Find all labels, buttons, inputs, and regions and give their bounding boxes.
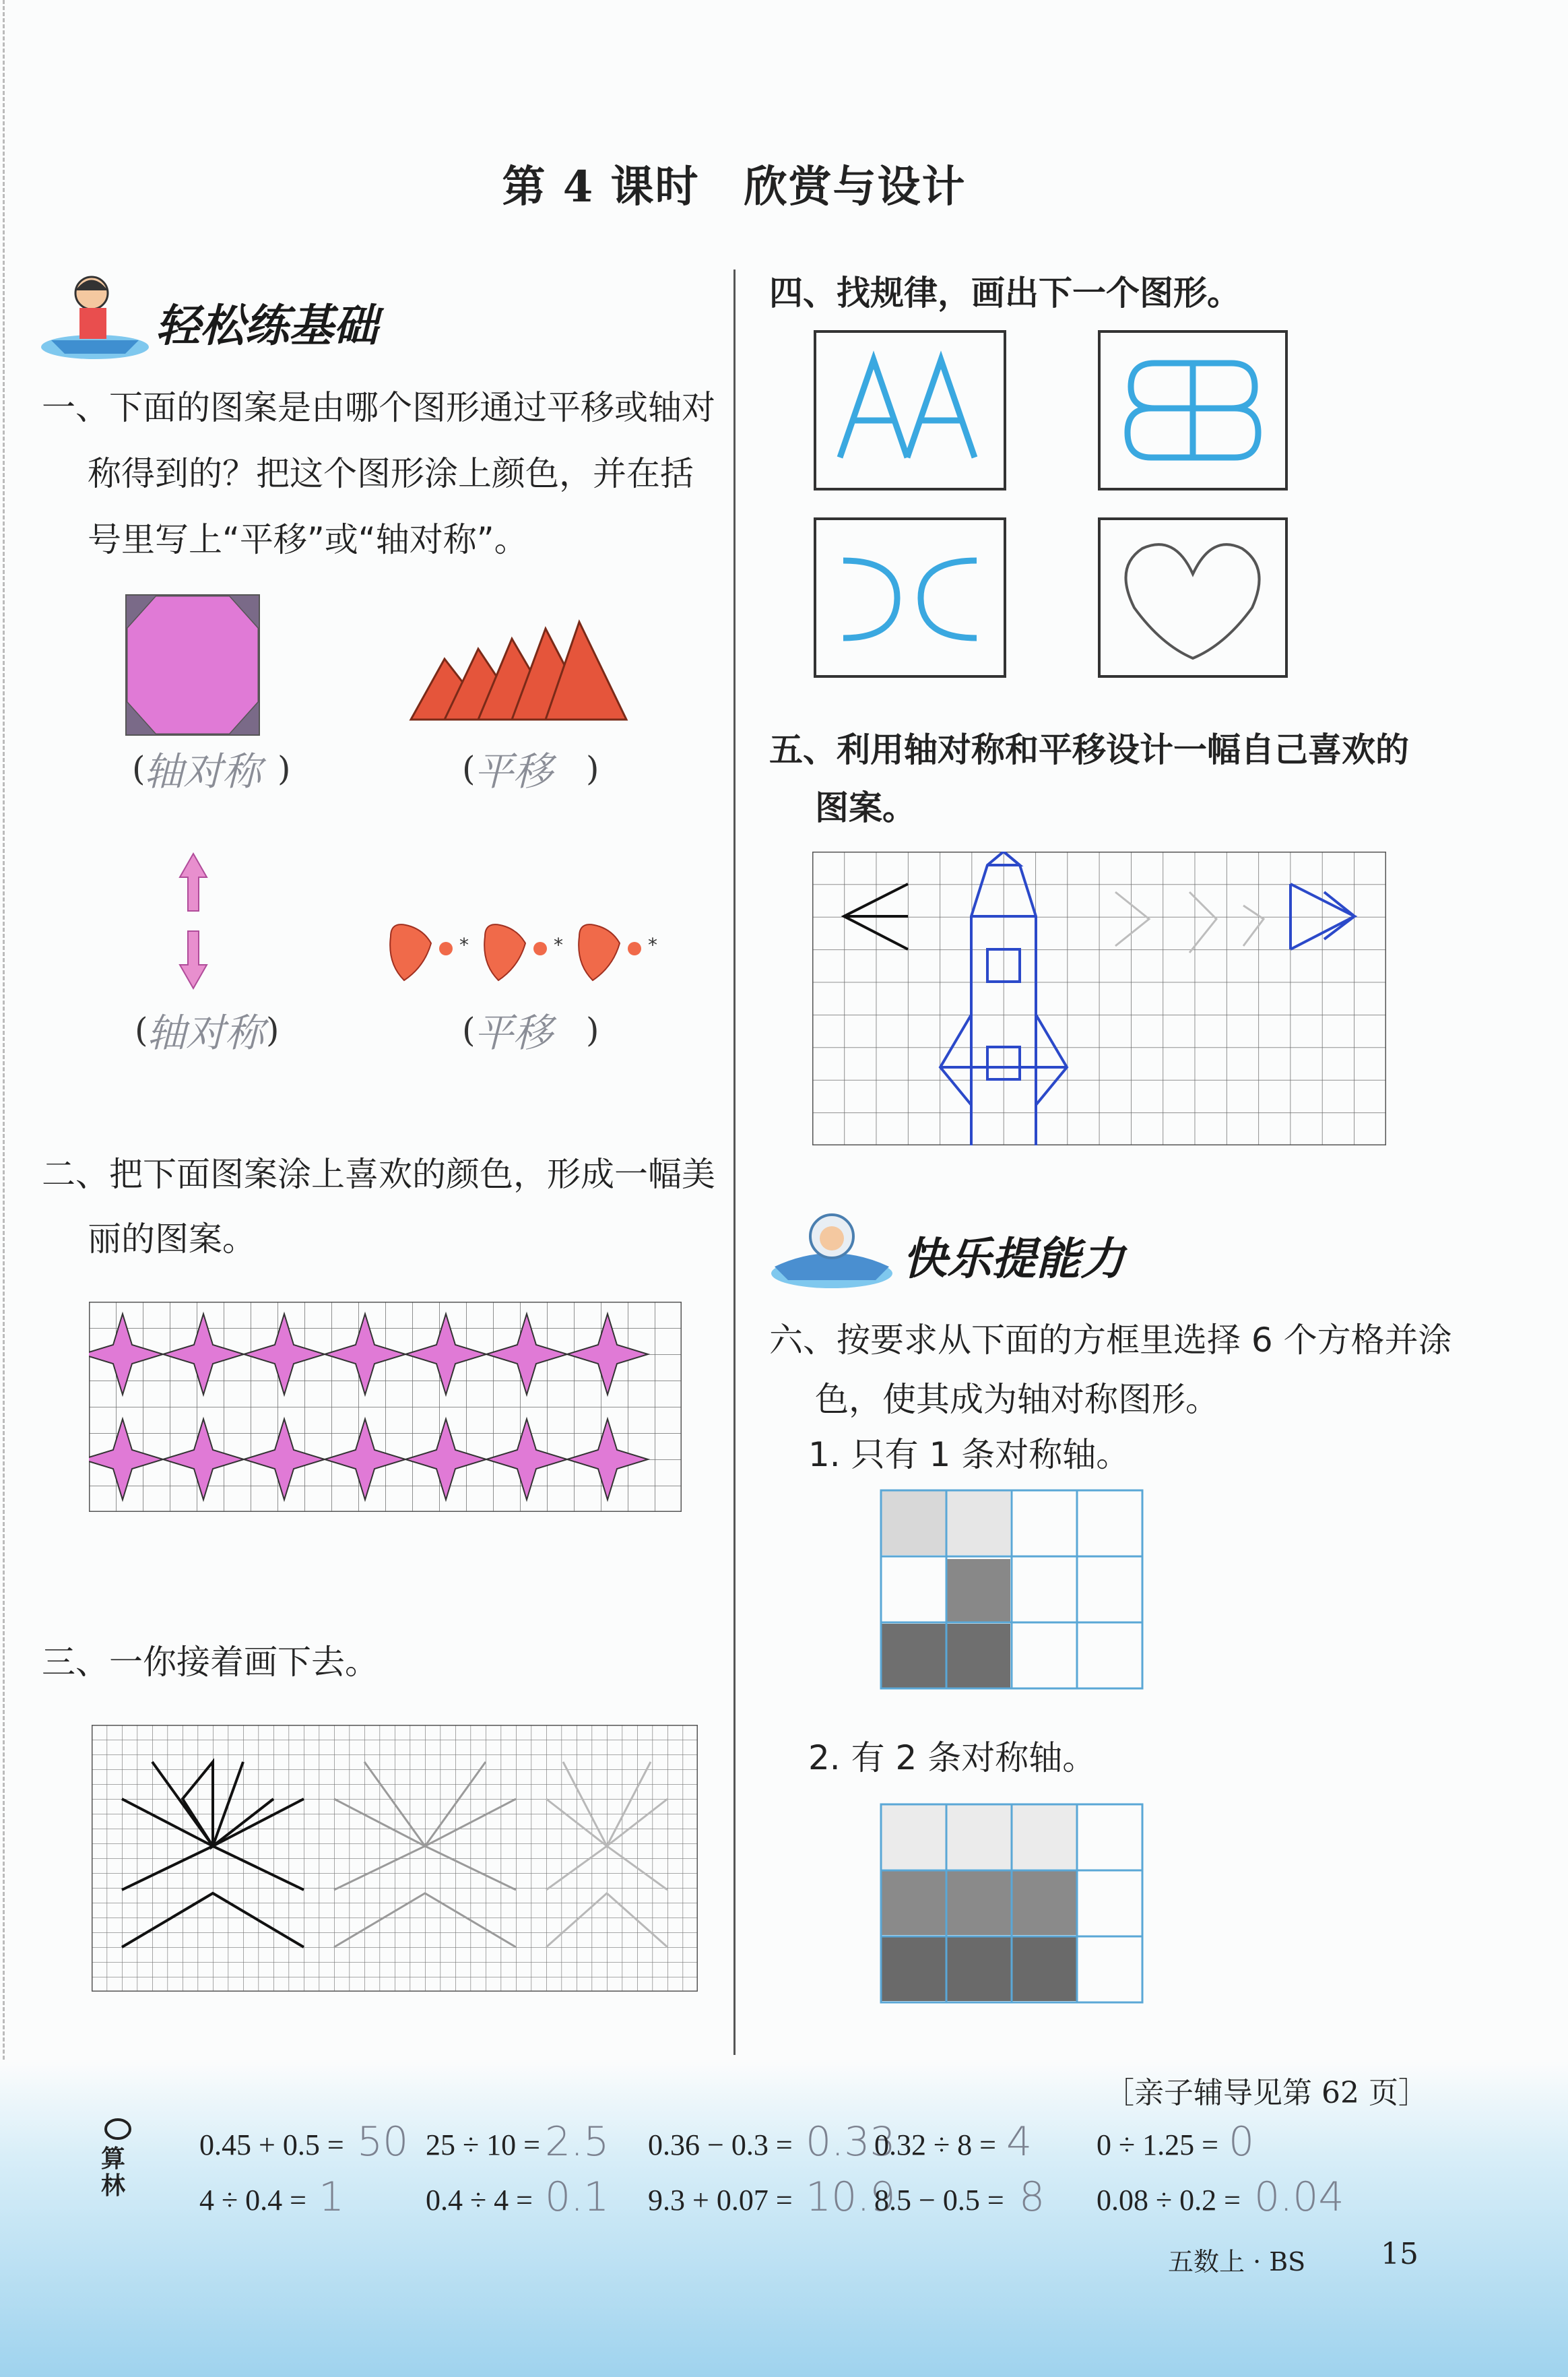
calc-answer: 0.33	[806, 2118, 896, 2165]
letters-bb-icon	[1101, 333, 1285, 488]
q1-answer-1-paren: (	[132, 749, 145, 788]
binding-line	[3, 0, 6, 2223]
svg-text:*: *	[648, 934, 657, 956]
q6-line1: 六、按要求从下面的方框里选择 6 个方格并涂	[769, 1321, 1452, 1360]
q1-figure-arrows	[176, 850, 210, 992]
svg-text:*: *	[459, 934, 469, 956]
section-title-basic: 轻松练基础	[156, 300, 378, 352]
q6-line2: 色，使其成为轴对称图形。	[815, 1380, 1219, 1419]
column-divider	[733, 270, 736, 2055]
boy-on-boat-icon	[38, 266, 152, 367]
calc-answer: 8	[1019, 2174, 1045, 2221]
q2-line2: 丽的图案。	[88, 1219, 256, 1259]
letters-aa-icon	[816, 333, 1004, 488]
calc-expression: 0.32 ÷ 8 =	[874, 2128, 996, 2161]
calc-expression: 9.3 + 0.07 =	[648, 2184, 793, 2217]
calc-answer: 0	[1229, 2118, 1255, 2165]
q4-box-heart	[1098, 517, 1288, 678]
q1-answer-3-paren-close: )	[266, 1011, 280, 1050]
calc-label-box	[101, 2116, 148, 2199]
q3-text: 三、一你接着画下去。	[42, 1643, 379, 1682]
astronaut-icon	[768, 1206, 896, 1300]
calc-answer: 10.9	[806, 2174, 896, 2221]
q1-figure-hearts	[384, 916, 660, 990]
q4-box-arcs	[814, 517, 1006, 678]
section-title-advanced: 快乐提能力	[903, 1233, 1125, 1285]
calc-expression: 0.08 ÷ 0.2 =	[1097, 2184, 1241, 2217]
calc-expression: 25 ÷ 10 =	[426, 2128, 540, 2161]
calc-expression: 0.36 − 0.3 =	[648, 2128, 793, 2161]
q4-box-bb	[1098, 330, 1288, 490]
calc-circle-icon	[101, 2116, 135, 2143]
page-title: 第 4 课时 欣赏与设计	[502, 162, 967, 212]
q6-sub1: 1. 只有 1 条对称轴。	[808, 1435, 1130, 1474]
heart-outline-icon	[1101, 520, 1285, 675]
q1-figure-triangles	[404, 619, 633, 726]
q4-text: 四、找规律，画出下一个图形。	[769, 274, 1241, 313]
footer-page: 15	[1381, 2237, 1418, 2271]
calc-expression: 0.4 ÷ 4 =	[426, 2184, 533, 2217]
calc-label: 算林	[101, 2145, 126, 2200]
q6-grid-one-axis	[880, 1489, 1144, 1690]
q1-line3: 号里写上“平移”或“轴对称”。	[88, 520, 528, 559]
section-header-basic	[38, 266, 415, 367]
calc-answer: 2.5	[545, 2118, 610, 2165]
q1-line2: 称得到的？把这个图形涂上颜色，并在括	[88, 454, 694, 493]
q1-answer-4-paren: (	[462, 1011, 476, 1050]
calc-expression: 0.45 + 0.5 =	[199, 2128, 344, 2161]
q1-answer-1: 轴对称	[144, 749, 262, 794]
calc-answer: 50	[357, 2118, 409, 2165]
calc-expression: 0 ÷ 1.25 =	[1097, 2128, 1218, 2161]
q2-line1: 二、把下面图案涂上喜欢的颜色，形成一幅美	[42, 1155, 715, 1194]
q6-grid-two-axes	[880, 1803, 1144, 2004]
calc-answer: 0.1	[545, 2174, 610, 2221]
calc-answer: 0.04	[1254, 2174, 1344, 2221]
q6-sub2: 2. 有 2 条对称轴。	[808, 1738, 1097, 1777]
q2-star-grid	[89, 1302, 682, 1512]
q5-line1: 五、利用轴对称和平移设计一幅自己喜欢的	[769, 730, 1409, 769]
calc-answer: 4	[1006, 2118, 1033, 2165]
q1-answer-2-paren-close: )	[586, 749, 599, 788]
q4-box-aa	[814, 330, 1006, 490]
q1-answer-4: 平移	[474, 1010, 553, 1056]
footer-book: 五数上 · BS	[1168, 2247, 1306, 2277]
q1-answer-2-paren: (	[462, 749, 476, 788]
section-header-advanced	[768, 1206, 1172, 1307]
arcs-icon	[816, 520, 1004, 675]
calc-expression: 4 ÷ 0.4 =	[199, 2184, 306, 2217]
q5-design-grid	[812, 852, 1386, 1145]
calc-expression: 8.5 − 0.5 =	[874, 2184, 1004, 2217]
q1-answer-3: 轴对称	[147, 1010, 265, 1056]
q1-answer-3-paren: (	[135, 1011, 148, 1050]
q1-answer-4-paren-close: )	[586, 1011, 599, 1050]
svg-text:*: *	[554, 934, 563, 956]
q1-line1: 一、下面的图案是由哪个图形通过平移或轴对	[42, 388, 715, 427]
q3-pattern-grid	[92, 1725, 698, 1992]
q5-line2: 图案。	[815, 788, 916, 827]
q1-answer-2: 平移	[474, 749, 553, 794]
guide-note: ［亲子辅导见第 62 页］	[1105, 2076, 1428, 2110]
calc-answer: 1	[319, 2174, 345, 2221]
q1-answer-1-paren-close: )	[277, 749, 291, 788]
q1-figure-square	[125, 594, 260, 736]
